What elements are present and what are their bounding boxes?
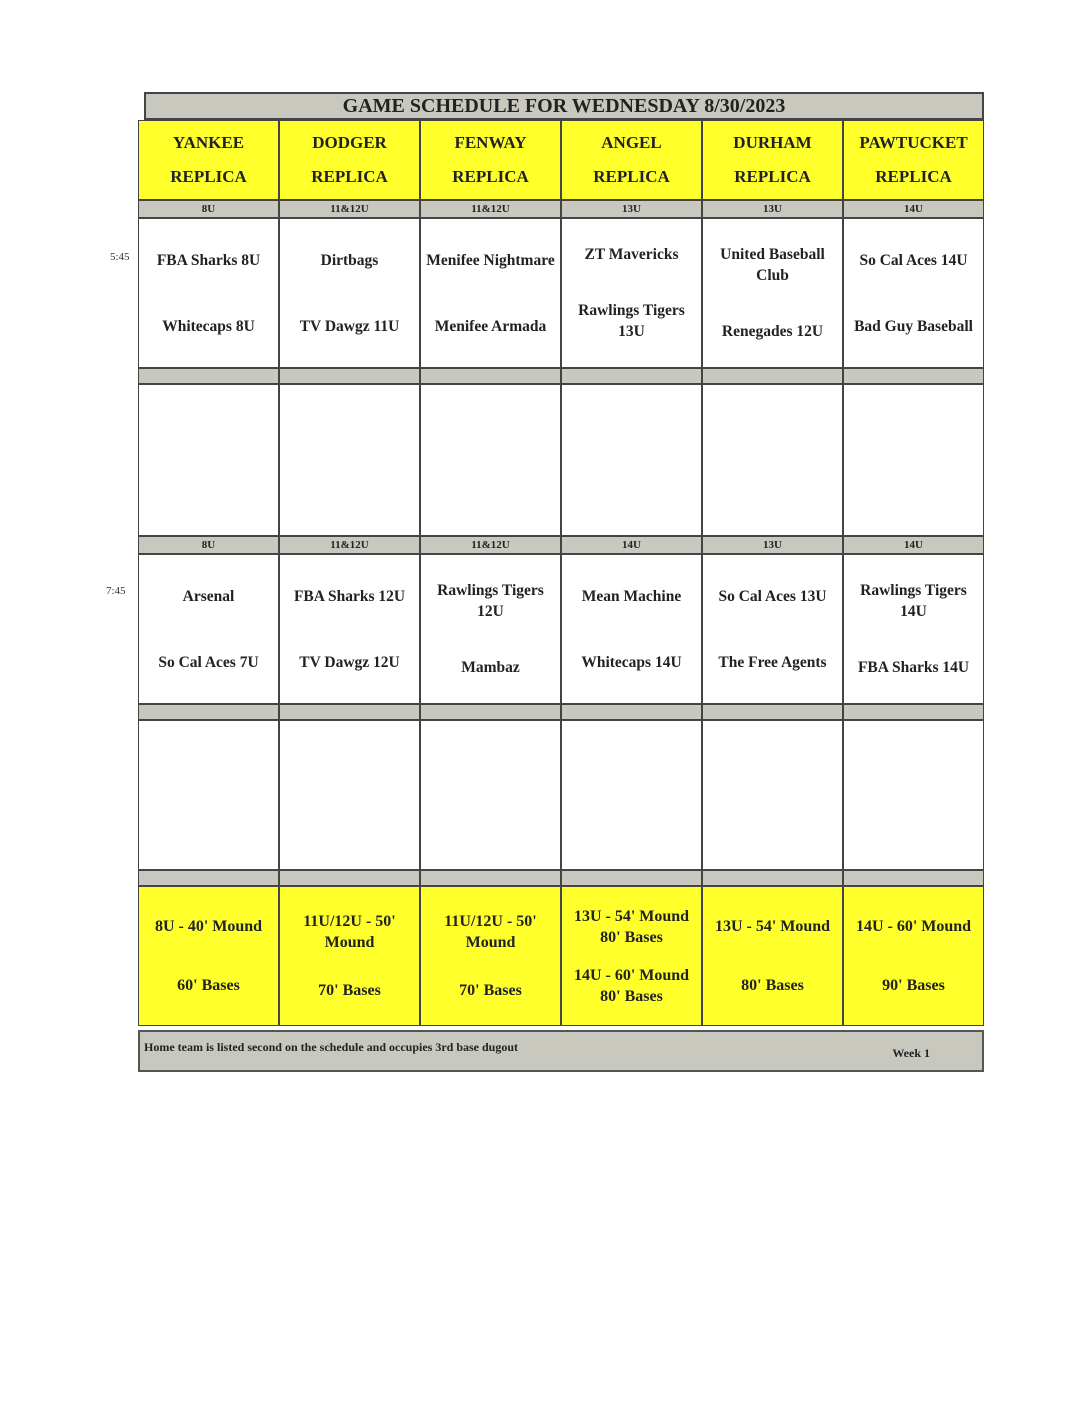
division-cell: 11&12U — [279, 536, 420, 554]
field-subtitle: REPLICA — [170, 167, 247, 186]
field-info-line: 13U - 54' Mound 80' Bases — [573, 907, 690, 946]
field-info-line: 90' Bases — [882, 977, 945, 994]
field-subtitle: REPLICA — [734, 167, 811, 186]
field-subtitle: REPLICA — [452, 167, 529, 186]
schedule-title: GAME SCHEDULE FOR WEDNESDAY 8/30/2023 — [144, 92, 984, 120]
field-header — [843, 120, 984, 200]
field-name: DODGER — [312, 133, 387, 152]
home-team: Whitecaps 8U — [162, 317, 255, 335]
spacer-cell — [702, 870, 843, 886]
home-team: TV Dawgz 12U — [299, 653, 400, 671]
away-team: So Cal Aces 13U — [718, 587, 827, 605]
away-team: Mean Machine — [581, 587, 682, 605]
field-header — [561, 120, 702, 200]
schedule-grid — [138, 120, 984, 1030]
field-name: YANKEE — [172, 133, 245, 152]
home-team-note: Home team is listed second on the schedule and occupies 3rd base dugout — [144, 1040, 519, 1054]
away-team: Menifee Nightmare — [426, 251, 555, 269]
game-cell — [420, 554, 561, 704]
field-name: DURHAM — [733, 133, 812, 152]
field-info-line: 60' Bases — [177, 977, 240, 994]
game-cell — [420, 218, 561, 368]
game-cell — [561, 218, 702, 368]
field-info-cell — [138, 886, 279, 1026]
spacer-cell — [138, 870, 279, 886]
home-team: Bad Guy Baseball — [854, 317, 973, 335]
field-subtitle: REPLICA — [875, 167, 952, 186]
home-team: Mambaz — [461, 658, 520, 676]
division-cell: 11&12U — [420, 200, 561, 218]
empty-slot-cell — [702, 720, 843, 870]
empty-slot-cell — [138, 384, 279, 536]
spacer-cell — [279, 368, 420, 384]
away-team: Rawlings Tigers 14U — [860, 582, 967, 621]
spacer-cell — [138, 704, 279, 720]
spacer-cell — [843, 704, 984, 720]
away-team: FBA Sharks 8U — [156, 251, 261, 269]
division-cell: 14U — [561, 536, 702, 554]
empty-slot-cell — [138, 720, 279, 870]
division-cell: 13U — [702, 536, 843, 554]
field-info-line: 70' Bases — [318, 982, 381, 1000]
week-label: Week 1 — [892, 1046, 930, 1060]
away-team: So Cal Aces 14U — [859, 251, 968, 269]
away-team: Rawlings Tigers 12U — [437, 582, 544, 621]
home-team: So Cal Aces 7U — [158, 653, 259, 671]
field-info-cell — [420, 886, 561, 1026]
field-info-cell — [561, 886, 702, 1026]
field-name: PAWTUCKET — [859, 133, 968, 152]
field-subtitle: REPLICA — [311, 167, 388, 186]
empty-slot-cell — [420, 720, 561, 870]
spacer-cell — [420, 368, 561, 384]
field-info-line: 14U - 60' Mound 80' Bases — [573, 966, 690, 1005]
spacer-cell — [279, 704, 420, 720]
spacer-cell — [138, 368, 279, 384]
away-team: Dirtbags — [320, 251, 379, 269]
field-header — [420, 120, 561, 200]
home-team: TV Dawgz 11U — [299, 317, 400, 335]
footer-bar — [138, 1030, 984, 1072]
game-cell — [279, 554, 420, 704]
game-cell — [702, 218, 843, 368]
spacer-cell — [702, 704, 843, 720]
game-cell — [279, 218, 420, 368]
field-header — [279, 120, 420, 200]
time-label: 7:45 — [106, 585, 126, 597]
field-info-line: 14U - 60' Mound — [855, 918, 972, 935]
field-name: FENWAY — [454, 133, 527, 152]
field-info-cell — [843, 886, 984, 1026]
home-team: Renegades 12U — [721, 322, 824, 340]
spacer-cell — [561, 870, 702, 886]
division-cell: 8U — [138, 200, 279, 218]
spacer-cell — [561, 704, 702, 720]
field-header — [702, 120, 843, 200]
empty-slot-cell — [702, 384, 843, 536]
game-cell — [702, 554, 843, 704]
away-team: United Baseball Club — [720, 246, 825, 285]
field-info-cell — [702, 886, 843, 1026]
away-team: ZT Mavericks — [584, 246, 679, 264]
division-cell: 13U — [702, 200, 843, 218]
home-team: Rawlings Tigers 13U — [578, 301, 685, 340]
field-info-line: 11U/12U - 50' Mound — [303, 912, 396, 951]
division-cell: 11&12U — [420, 536, 561, 554]
field-info-line: 80' Bases — [741, 977, 804, 994]
field-info-line: 13U - 54' Mound — [714, 918, 831, 935]
field-name: ANGEL — [601, 133, 662, 152]
time-label: 5:45 — [110, 251, 130, 263]
away-team: FBA Sharks 12U — [293, 587, 406, 605]
field-info-line: 8U - 40' Mound — [154, 918, 263, 935]
empty-slot-cell — [843, 384, 984, 536]
division-cell: 8U — [138, 536, 279, 554]
spacer-cell — [420, 870, 561, 886]
home-team: Whitecaps 14U — [581, 653, 682, 671]
game-cell — [843, 554, 984, 704]
division-cell: 11&12U — [279, 200, 420, 218]
division-cell: 14U — [843, 200, 984, 218]
game-cell — [843, 218, 984, 368]
away-team: Arsenal — [182, 587, 235, 605]
spacer-cell — [843, 368, 984, 384]
spacer-cell — [279, 870, 420, 886]
empty-slot-cell — [420, 384, 561, 536]
division-cell: 14U — [843, 536, 984, 554]
field-subtitle: REPLICA — [593, 167, 670, 186]
empty-slot-cell — [843, 720, 984, 870]
spacer-cell — [702, 368, 843, 384]
spacer-cell — [843, 870, 984, 886]
field-header — [138, 120, 279, 200]
field-info-line: 11U/12U - 50' Mound — [444, 912, 537, 951]
game-cell — [138, 218, 279, 368]
field-info-cell — [279, 886, 420, 1026]
home-team: FBA Sharks 14U — [857, 658, 970, 676]
schedule-sheet — [138, 86, 984, 1072]
game-cell — [138, 554, 279, 704]
home-team: Menifee Armada — [434, 317, 547, 335]
empty-slot-cell — [279, 384, 420, 536]
empty-slot-cell — [561, 720, 702, 870]
spacer-cell — [420, 704, 561, 720]
empty-slot-cell — [561, 384, 702, 536]
game-cell — [561, 554, 702, 704]
spacer-cell — [561, 368, 702, 384]
home-team: The Free Agents — [718, 653, 827, 671]
division-cell: 13U — [561, 200, 702, 218]
empty-slot-cell — [279, 720, 420, 870]
field-info-line: 70' Bases — [459, 982, 522, 1000]
